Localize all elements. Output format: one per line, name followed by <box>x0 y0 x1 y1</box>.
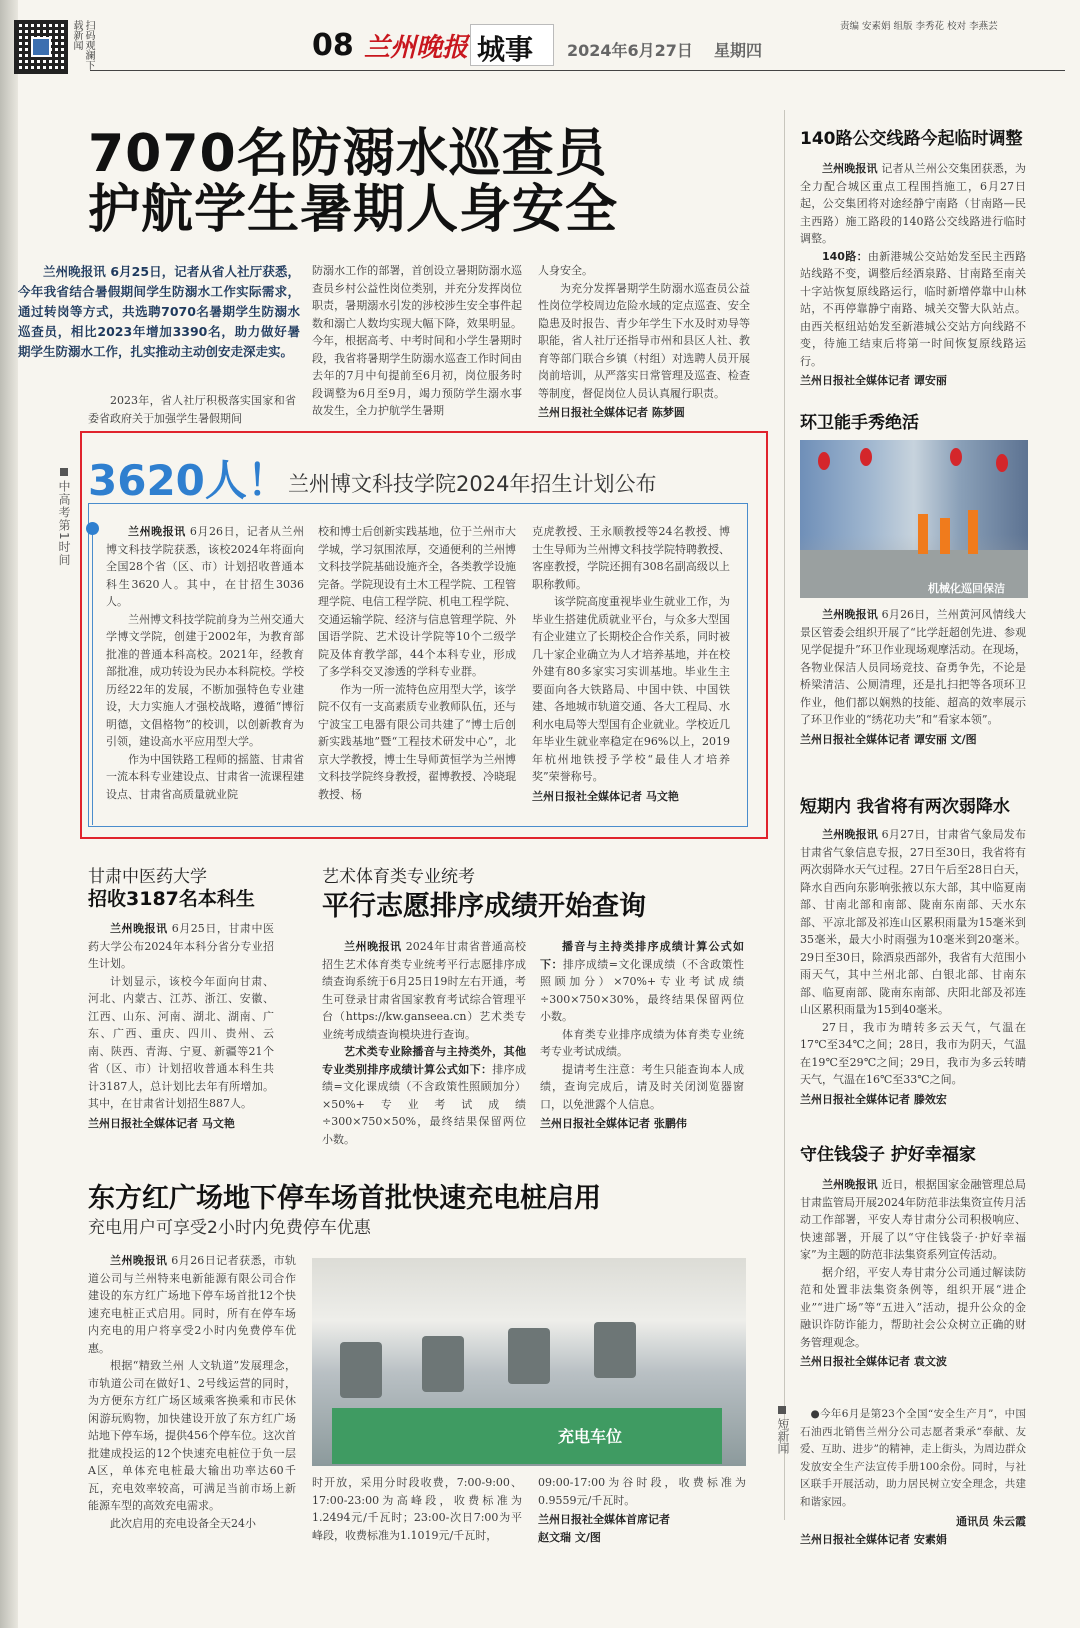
art-headline: 平行志愿排序成绩开始查询 <box>322 891 646 922</box>
sanitation-p1: 6月26日，兰州黄河风情线大景区管委会组织开展了“比学赶超创先进、参观见学促提升”环卫作业现场观摩活动。在现场，各物业保洁人员同场竞技、奋勇争先，不论是桥梁清洁、公厕清理，还是扎扫把等各项环卫作业，他们都以娴熟的技能、超高的效率展示了环卫作业的“绣花功夫”和“看家本领”。 <box>800 608 1027 726</box>
weather-body <box>800 826 1026 1107</box>
charging-p2: 根据“精致兰州 人文轨道”发展理念，市轨道公司在做好1、2号线运营的同时，为方便东方红广场区域乘客换乘和市民休闲游玩购物，加快建设开放了东方红广场站地下停车场，提供456个停车位。这次首批建成投运的12个快速充电桩位于负一层A区，单体充电桩最大输出功率达60千瓦，充电效率较高，可满足当前市场上新能源车型的高效充电需求。 <box>88 1359 296 1512</box>
charging-photo[interactable] <box>312 1258 746 1466</box>
tcm-headline-2: 招收3187名本科生 <box>88 888 255 910</box>
art-dateline: 兰州晚报讯 <box>344 940 402 953</box>
boxed-col3-p2: 该学院高度重视毕业生就业工作，为毕业生搭建优质就业平台，与众多大型国有企业建立了长期校企合作关系，同时被几十家企业确立为人才培养基地，并在校外建有80多家实习实训基地。毕业生主要面向各大铁路局、中国中铁、中国铁建、各地城市轨道交通、各大工程局、水利水电局等大型国有企业就业。学校近几年毕业生就业率稳定在96%以上，2019年杭州地铁授予学校“最佳人才培养奖”荣誉称号。 <box>532 595 730 783</box>
finance-body <box>800 1176 1026 1369</box>
bus-p2: 由新港城公交站始发至民主西路站线路不变，调整后经酒泉路、甘南路至南关十字站恢复原线路运行，临时新增停靠中山林站，不再停靠静宁南路、城关交警大队站点。由西关枢纽站始发至新港城公交站方向线路不变，待施工结束后将第一时间恢复原线路运行。 <box>800 249 1026 368</box>
tcm-p1: 6月25日，甘肃中医药大学公布2024年本科分省分专业招生计划。 <box>88 922 275 970</box>
charging-col1 <box>88 1252 296 1532</box>
lead-intro-text: 6月25日，记者从省人社厅获悉，今年我省结合暑假期间学生防溺水工作实际需求，通过转岗等方式，共选聘7070名暑期学生防溺水巡查员，相比2023年增加3390名，助力做好暑期学生防溺水工作，扎实推动主动创安走深走实。 <box>18 264 300 359</box>
charging-subhead: 充电用户可享受2小时内免费停车优惠 <box>88 1218 371 1238</box>
boxed-col1-p3: 作为中国铁路工程师的摇篮、甘肃省一流本科专业建设点、甘肃省一流课程建设点、甘肃省高质量就业院 <box>106 752 304 801</box>
qr-caption: 扫码观澜下载新闻 <box>71 20 94 70</box>
sanitation-photo[interactable] <box>800 440 1028 598</box>
art-sub2: 播音与主持类排序成绩计算公式如下： <box>540 940 744 971</box>
boxed-col2 <box>318 523 516 803</box>
side-marker <box>60 468 68 476</box>
art-kicker: 艺术体育类专业统考 <box>322 867 475 887</box>
finance-byline: 兰州日报社全媒体记者 袁文波 <box>800 1355 947 1368</box>
charger-unit <box>594 1322 636 1378</box>
boxed-headline: 兰州博文科技学院2024年招生计划公布 <box>288 472 657 496</box>
worker-figure <box>968 510 978 554</box>
lead-headline-1: 7070名防溺水巡查员 <box>88 124 608 184</box>
boxed-col1 <box>106 523 304 803</box>
qr-code[interactable] <box>14 20 68 74</box>
sanitation-dateline: 兰州晚报讯 <box>822 608 878 621</box>
lead-headline-2: 护航学生暑期人身安全 <box>88 180 619 240</box>
charging-p1: 6月26日记者获悉，市轨道公司与兰州特来电新能源有限公司合作建设的东方红广场地下停车场首批12个快速充电桩正式启用。同时，所有在停车场内充电的用户将享受2小时内免费停车优惠。 <box>88 1254 296 1355</box>
bullet-line <box>92 535 93 825</box>
lead-col3 <box>538 262 750 420</box>
boxed-col3-p1: 克虎教授、王永顺教授等24名教授、博士生导师为兰州博文科技学院特聘教授、客座教授，学院还拥有308名副高级以上职称教师。 <box>532 525 730 591</box>
art-tip: 提请考生注意：考生只能查询本人成绩，查询完成后，请及时关闭浏览器窗口，以免泄露个人信息。 <box>540 1062 744 1111</box>
side-label-gaokao: 中高考第1时间 <box>57 480 71 567</box>
tcm-dateline: 兰州晚报讯 <box>110 922 168 935</box>
bus-dateline: 兰州晚报讯 <box>822 162 878 175</box>
weather-p2: 27日，我市为晴转多云天气，气温在17℃至34℃之间；28日，我市为阴天，气温在19℃至29℃之间；29日，我市为多云转晴天气，气温在16℃至33℃之间。 <box>800 1020 1026 1086</box>
lead-col2: 防溺水工作的部署，首创设立暑期防溺水巡查员乡村公益性岗位类别，并充分发挥岗位职责，暑期溺水引发的涉校涉生安全事件起数和溺亡人数均实现大幅下降，效果明显。今年，根据高考、中考时间和小学生暑期时段，我省将暑期学生防溺水巡查工作时间由去年的7月中旬提前至6月初，岗位服务时段调整为6月至9月，竭力预防学生溺水事故发生，全力护航学生暑期 <box>312 264 522 417</box>
worker-figure <box>940 518 950 554</box>
boxed-dateline: 兰州晚报讯 <box>128 525 186 538</box>
art-sub1-text: 排序成绩=文化课成绩（不含政策性照顾加分）×50%+专业考试成绩÷300×750×50%，最终结果保留两位小数。 <box>322 1062 527 1146</box>
side-label-shortnews: 短新闻 <box>776 1418 790 1454</box>
weather-byline: 兰州日报社全媒体记者 滕效宏 <box>800 1092 947 1106</box>
weather-dateline: 兰州晚报讯 <box>822 828 878 841</box>
boxed-col1-p2: 兰州博文科技学院前身为兰州交通大学博文学院，创建于2002年，为教育部批准的普通本科高校。2021年，经教育部批准，成功转设为民办本科院校。学校历经22年的发展，不断加强特色专业建设，大力实施人才强校战略，遵循“博衍明德，文倡格物”的校训，以创新教育为引领，建设高水平应用型大学。 <box>106 612 304 748</box>
charging-col3-text: 09:00-17:00为谷时段，收费标准为0.9559元/千瓦时。 <box>538 1476 746 1507</box>
lantern-icon <box>950 448 962 466</box>
charger-unit <box>340 1342 382 1398</box>
page-number: 08 <box>312 28 354 63</box>
editor-credits: 责编 安素娟 组版 李秀花 校对 李燕芸 <box>840 21 998 32</box>
brief-body <box>800 1406 1026 1547</box>
worker-figure <box>918 514 928 554</box>
charging-col2: 时开放，采用分时段收费，7:00-9:00、17:00-23:00为高峰段，收费标准为1.2494元/千瓦时；23:00-次日7:00为平峰段，收费标准为1.1019元/千瓦时， <box>312 1476 522 1542</box>
section-name: 城事 <box>477 33 534 66</box>
weather-headline: 短期内 我省将有两次弱降水 <box>800 797 1010 817</box>
charging-col3 <box>538 1474 746 1545</box>
header-rule <box>90 70 1065 71</box>
lead-col3-p1: 人身安全。 <box>538 264 593 277</box>
finance-p2: 据介绍，平安人寿甘肃分公司通过解读防范和处置非法集资条例等，组织开展“进企业”“进广场”等“五进入”活动，提升公众的金融识诈防诈能力，帮助社会公众树立正确的财务管理观念。 <box>800 1265 1026 1349</box>
bullet-dot <box>86 522 99 535</box>
charging-dateline: 兰州晚报讯 <box>110 1254 168 1267</box>
boxed-col1-p1: 6月26日，记者从兰州博文科技学院获悉，该校2024年将面向全国28个省（区、市）计划招收普通本科生3620人。其中，在甘招生3036人。 <box>106 525 305 608</box>
lead-col1: 2023年，省人社厅积极落实国家和省委省政府关于加强学生暑假期间 <box>88 394 296 425</box>
tcm-p2: 计划显示，该校今年面向甘肃、河北、内蒙古、江苏、浙江、安徽、江西、山东、河南、湖北、湖南、广东、广西、重庆、四川、贵州、云南、陕西、青海、宁夏、新疆等21个省（区、市）计划招收普通本科生共计3187人，总计划比去年有所增加。其中，在甘肃省计划招生887人。 <box>88 974 274 1110</box>
sanitation-headline: 环卫能手秀绝活 <box>800 413 919 433</box>
section-box <box>470 24 554 66</box>
bus-headline: 140路公交线路今起临时调整 <box>800 129 1023 149</box>
lantern-icon <box>818 452 830 470</box>
brief-byline-2: 兰州日报社全媒体记者 安素娟 <box>800 1533 947 1546</box>
charging-p3: 此次启用的充电设备全天24小 <box>110 1516 256 1530</box>
bus-route-label: 140路： <box>822 249 868 263</box>
art-sports: 体育类专业排序成绩为体育类专业统考专业考试成绩。 <box>540 1027 744 1058</box>
brief-text: ●今年6月是第23个全国“安全生产月”，中国石油西北销售兰州分公司志愿者秉承“奉献、友爱、互助、进步”的精神，走上街头，为周边群众发放安全生产法宣传手册100余份。同时，与社区联手开展活动，助力居民树立安全理念，共建和谐家园。 <box>800 1408 1026 1508</box>
weather-p1: 6月27日，甘肃省气象局发布甘肃省气象信息专报，27日至30日，我省将有两次弱降水天气过程。27日午后至28日白天，降水自西向东影响张掖以东大部，其中临夏南部、甘南北部和南部、陇南东南部、天水东部、平凉北部及祁连山区累积雨量为15毫米到35毫米，最大小时雨强为10毫米到20毫米。29日至30日，除酒泉西部外，我省有大范围小雨天气，其中兰州北部、白银北部、甘南东部、临夏南部、陇南东南部、庆阳北部及祁连山区累积雨量为15到40毫米。 <box>800 828 1027 1016</box>
boxed-byline: 兰州日报社全媒体记者 马文艳 <box>532 789 679 803</box>
charging-byline-2: 赵文瑞 文/图 <box>538 1531 601 1544</box>
charger-unit <box>508 1328 550 1384</box>
column-divider <box>784 110 785 1520</box>
art-sub2-text: 排序成绩=文化课成绩（不含政策性照顾加分）×70%+专业考试成绩÷300×750×30%，最终结果保留两位小数。 <box>540 957 745 1023</box>
issue-weekday: 星期四 <box>714 41 763 60</box>
paper-name: 兰州晚报 <box>364 33 469 63</box>
lantern-icon <box>860 448 872 466</box>
art-col2 <box>540 938 744 1131</box>
finance-p1: 近日，根据国家金融管理总局甘肃监管局开展2024年防范非法集资宣传月活动工作部署，平安人寿甘肃分公司积极响应、快速部署，开展了以“守住钱袋子·护好幸福家”为主题的防范非法集资系列宣传活动。 <box>800 1178 1027 1261</box>
lead-col3-p2: 为充分发挥暑期学生防溺水巡查员公益性岗位学校周边危险水域的定点巡查、安全隐患及时报告、青少年学生下水及时劝导等职能，省人社厅还指导市州和县区人社、教育等部门联合乡镇（村组）对选聘人员开展岗前培训，从严落实日常管理及巡查、检查等制度，督促岗位人员认真履行职责。 <box>538 281 750 400</box>
parking-sign-text: 充电车位 <box>558 1427 623 1446</box>
charging-byline-1: 兰州日报社全媒体首席记者 <box>538 1513 670 1526</box>
art-byline: 兰州日报社全媒体记者 张鹏伟 <box>540 1117 687 1130</box>
finance-dateline: 兰州晚报讯 <box>822 1178 878 1191</box>
lead-intro-dateline: 兰州晚报讯 <box>43 264 106 279</box>
boxed-big-number: 3620人！ <box>88 456 289 505</box>
issue-date: 2024年6月27日 <box>567 41 693 60</box>
photo-caption: 机械化巡回保洁 <box>928 582 1005 595</box>
brief-marker <box>778 1406 786 1414</box>
sanitation-byline: 兰州日报社全媒体记者 谭安丽 文/图 <box>800 732 977 746</box>
page-gutter <box>0 0 18 1628</box>
sanitation-body <box>800 606 1026 747</box>
bus-byline: 兰州日报社全媒体记者 谭安丽 <box>800 374 947 387</box>
tcm-body <box>88 920 274 1131</box>
lantern-icon <box>996 454 1008 472</box>
art-p1: 2024年甘肃省普通高校招生艺术体育类专业统考平行志愿排序成绩查询系统于6月25日19时左右开通，考生可登录甘肃省国家教育考试综合管理平台（https://kw.ganseea.cn）艺术类专业统考成绩查询模块进行查询。 <box>322 940 526 1041</box>
boxed-col2-p1: 校和博士后创新实践基地，位于兰州市大学城，学习氛围浓厚，交通便利的兰州博文科技学院基础设施齐全，各类教学设施完备。学院现设有土木工程学院、工程管理学院、电信工程学院、机电工程学院、交通运输学院、经济与信息管理学院、外国语学院、艺术设计学院等10个二级学院及体育教学部，44个本科专业，形成了多学科交叉渗透的学科专业群。 <box>318 525 516 678</box>
charger-unit <box>422 1336 464 1392</box>
tcm-byline: 兰州日报社全媒体记者 马文艳 <box>88 1116 235 1130</box>
finance-headline: 守住钱袋子 护好幸福家 <box>800 1145 976 1165</box>
tcm-headline-1: 甘肃中医药大学 <box>88 867 207 887</box>
green-parking-bay <box>332 1408 722 1464</box>
art-col1 <box>322 938 526 1148</box>
boxed-col2-p2: 作为一所一流特色应用型大学，该学院不仅有一支高素质专业教师队伍，还与宁波宝工电器有限公司共建了“博士后创新实践基地”暨“工程技术研发中心”，北京大学教授，博士生导师黄恒学为兰州博文科技学院终身教授，翟博教授、冷晓琨教授、杨 <box>318 682 516 801</box>
brief-byline-1: 通讯员 朱云霞 <box>956 1515 1026 1528</box>
charging-headline: 东方红广场地下停车场首批快速充电桩启用 <box>88 1183 601 1214</box>
bus-body <box>800 160 1026 388</box>
boxed-col3 <box>532 523 730 804</box>
art-sub1: 艺术类专业除播音与主持类外，其他专业类别排序成绩计算公式如下： <box>322 1045 526 1076</box>
bus-p1: 记者从兰州公交集团获悉，为全力配合城区重点工程围挡施工，6月27日起，公交集团将对途经静宁南路（甘南路—民主西路）施工路段的140路公交线路进行临时调整。 <box>800 162 1027 245</box>
lead-byline: 兰州日报社全媒体记者 陈梦圆 <box>538 406 685 419</box>
lead-intro <box>18 262 300 362</box>
